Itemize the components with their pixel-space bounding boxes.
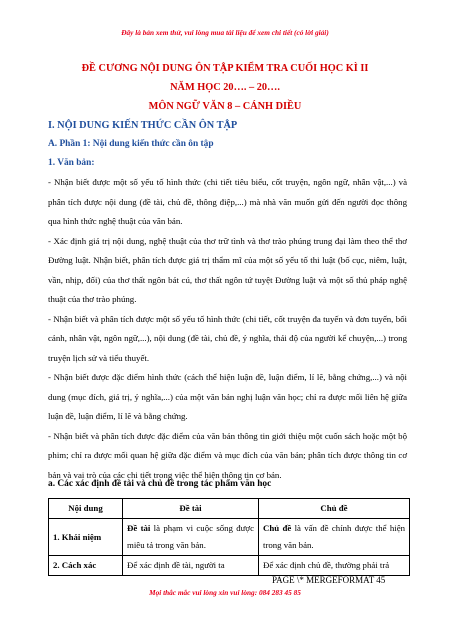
contact-banner-bottom: Mọi thắc mắc vui lòng xin vui lòng: 084 283 45 85 [149, 588, 301, 597]
cell-text: là phạm vi cuộc sống được miêu tả trong văn bản. [127, 523, 254, 550]
table-header: Nội dung [49, 499, 123, 519]
table-header: Đề tài [123, 499, 259, 519]
paragraph: - Nhận biết và phân tích được đặc điểm của văn bản thông tin giới thiệu một cuốn sách hoặc một bộ phim; chỉ ra được mối quan hệ giữa đặc điểm và mục đích của văn bản; phân tích được thông tin cơ bản và vai trò của các chi tiết trong việc thể hiện thông tin cơ bản. [48, 430, 407, 480]
topic-table [48, 498, 410, 576]
part-heading: A. Phần 1: Nội dung kiến thức cần ôn tập [48, 139, 214, 149]
paragraph: - Nhận biết được đặc điểm hình thức (cách thể hiện luận đề, luận điểm, lí lẽ, bằng chứng,...) và nội dung (mục đích, giá trị, ý nghĩa,...) của một văn bản nghị luận văn học; chỉ ra được mối liên hệ giữa luận đề, luận điểm, lí lẽ và bằng chứng. [48, 372, 407, 421]
table-cell: Để xác định đề tài, người ta [123, 556, 259, 576]
table-caption: a. Các xác định đề tài và chủ đề trong tác phẩm văn học [48, 479, 272, 489]
table-header: Chủ đề [259, 499, 410, 519]
cell-lead: Đề tài [127, 523, 151, 533]
doc-title-line-1: ĐỀ CƯƠNG NỘI DUNG ÔN TẬP KIỂM TRA CUỐI HỌC KÌ II [81, 63, 369, 74]
body-paragraphs [48, 173, 407, 485]
subsection-heading: 1. Văn bản: [48, 158, 95, 168]
paragraph: - Xác định giá trị nội dung, nghệ thuật của thơ trữ tình và thơ trào phúng trung đại làm theo thể thơ Đường luật. Nhận biết, phân tích được giá trị thẩm mĩ của một số yếu tố thi luật (bố cục, niêm, luật, vần, nhịp, đối) của thơ thất ngôn bát cú, thơ thất ngôn tứ tuyệt Đường luật và một số thủ pháp nghệ thuật của thơ trào phúng. [48, 235, 407, 304]
paragraph: - Nhận biết và phân tích được một số yếu tố hình thức (chi tiết, cốt truyện đa tuyến và đơn tuyến, bối cảnh, nhân vật, ngôn ngữ,...), nội dung (đề tài, chủ đề, ý nghĩa, thái độ của người kể chuyện,...) trong truyện lịch sử và tiểu thuyết. [48, 313, 407, 363]
table-cell: 1. Khái niệm [49, 519, 123, 556]
table-row [49, 556, 410, 576]
table-cell: 2. Cách xác [49, 556, 123, 576]
preview-banner-top: Đây là bản xem thử, vui lòng mua tài liệu để xem chi tiết (có lời giải) [121, 28, 329, 37]
doc-title-line-3: MÔN NGỮ VĂN 8 – CÁNH DIỀU [148, 101, 302, 112]
page-number-field: PAGE \* MERGEFORMAT 45 [272, 575, 386, 585]
table-header-row [49, 499, 410, 519]
section-heading: I. NỘI DUNG KIẾN THỨC CẦN ÔN TẬP [48, 120, 238, 131]
table-cell [259, 519, 410, 556]
cell-lead: Chủ đề [263, 523, 292, 533]
cell-text: là vấn đề chính được thể hiện trong văn bản. [263, 523, 406, 550]
paragraph: - Nhận biết được một số yếu tố hình thức (chi tiết tiêu biểu, cốt truyện, ngôn ngữ, nhân vật,...) và phân tích được nội dung (đề tài, chủ đề, thông điệp,...) mà nhà văn muốn gửi đến người đọc thông qua hình thức nghệ thuật của văn bản. [48, 177, 407, 226]
table-row [49, 519, 410, 556]
table-cell: Để xác định chủ đề, thường phải trả [259, 556, 410, 576]
doc-title-line-2: NĂM HỌC 20…. – 20…. [170, 82, 280, 93]
table-cell [123, 519, 259, 556]
